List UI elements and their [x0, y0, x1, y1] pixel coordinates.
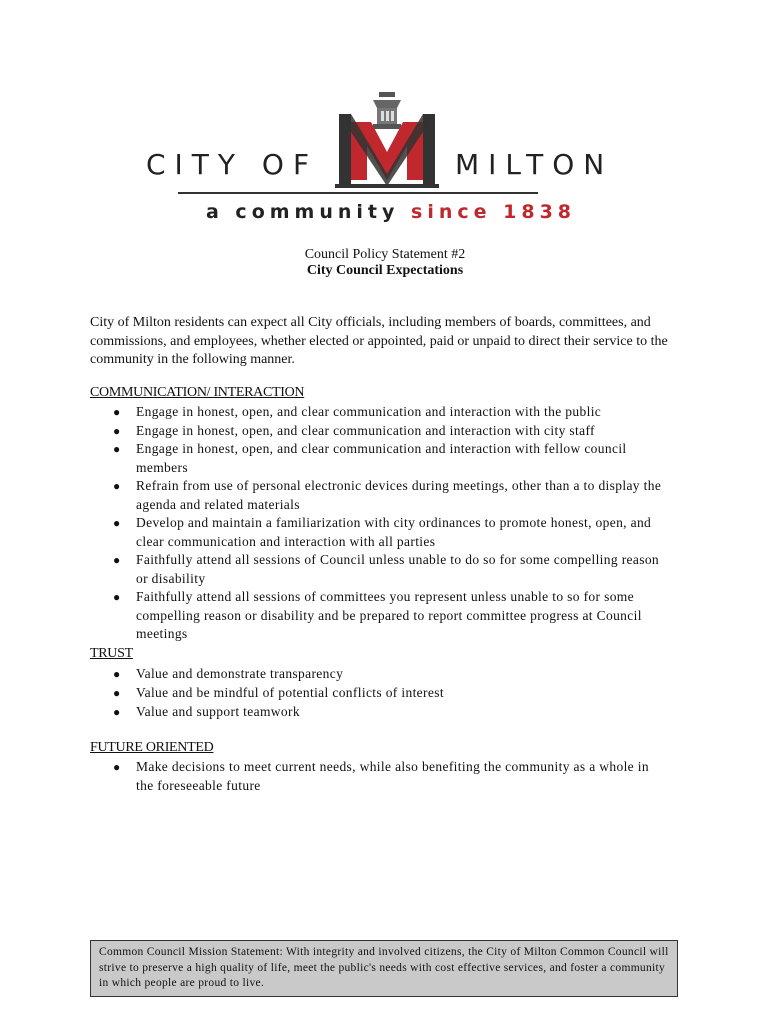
list-item-text: Value and support teamwork	[136, 704, 300, 719]
bullet-icon: ●	[113, 423, 121, 438]
list-item	[108, 422, 668, 441]
bullet-icon: ●	[113, 442, 121, 456]
section-communication	[90, 385, 662, 641]
list-item-text: Value and demonstrate transparency	[136, 666, 344, 681]
milton-m-emblem-icon	[335, 88, 439, 192]
bullet-icon: ●	[113, 760, 121, 774]
list-item	[108, 403, 668, 422]
section-heading: FUTURE ORIENTED	[90, 740, 214, 755]
list-item-text: Make decisions to meet current needs, while also benefiting the community as a whole in the foreseeable future	[136, 759, 649, 793]
bullet-icon: ●	[113, 705, 121, 719]
section-heading: COMMUNICATION/ INTERACTION	[90, 385, 305, 400]
bullet-icon: ●	[113, 516, 121, 530]
section-item-list	[108, 758, 668, 795]
bullet-icon: ●	[113, 553, 121, 567]
bullet-icon: ●	[113, 405, 121, 419]
section-item-list	[108, 665, 668, 722]
logo-city-of-text: CITY OF	[146, 148, 319, 181]
list-item	[108, 758, 668, 795]
city-of-milton-logo	[140, 88, 640, 228]
list-item	[108, 514, 668, 551]
section-item-list	[108, 403, 668, 644]
logo-divider	[178, 192, 538, 194]
section-heading: TRUST	[90, 646, 133, 661]
list-item	[108, 551, 668, 588]
list-item	[108, 684, 668, 703]
section-trust	[90, 646, 444, 719]
logo-tagline-since: since 1838	[411, 201, 577, 223]
bullet-icon: ●	[113, 479, 121, 493]
list-item	[108, 665, 668, 684]
list-item-text: Faithfully attend all sessions of committees you represent unless unable to so for some compelling reason or disability and be prepared to report committee progress at Council meetings	[136, 589, 642, 641]
page-title: City Council Expectations	[306, 263, 464, 278]
list-item	[108, 588, 668, 644]
logo-tagline-community: a community	[206, 201, 400, 223]
section-future-oriented	[90, 740, 649, 793]
list-item-text: Develop and maintain a familiarization with city ordinances to promote honest, open, and clear communication and interaction with all parties	[136, 515, 652, 549]
list-item-text: Engage in honest, open, and clear communication and interaction with the public	[136, 404, 602, 419]
bullet-icon: ●	[113, 685, 121, 700]
policy-statement-number: Council Policy Statement #2	[304, 247, 466, 262]
list-item-text: Faithfully attend all sessions of Council unless unable to do so for some compelling reason or disability	[136, 552, 660, 586]
list-item	[108, 440, 668, 477]
list-item	[108, 477, 668, 514]
list-item-text: Engage in honest, open, and clear communication and interaction with fellow council members	[136, 441, 627, 475]
logo-milton-text: MILTON	[455, 148, 614, 181]
bullet-icon: ●	[113, 667, 121, 681]
list-item-text: Engage in honest, open, and clear communication and interaction with city staff	[136, 422, 595, 438]
mission-statement-box: Common Council Mission Statement: With integrity and involved citizens, the City of Milton Common Council will strive to preserve a high quality of life, meet the public's needs with cost effective services, and foster a community in which people are proud to live.	[90, 940, 678, 997]
intro-paragraph: City of Milton residents can expect all City officials, including members of boards, committees, and commissions, and employees, whether elected or appointed, paid or unpaid to direct their service to the community in the following manner.	[90, 315, 668, 367]
list-item	[108, 703, 668, 722]
list-item-text: Value and be mindful of potential conflicts of interest	[136, 684, 444, 700]
bullet-icon: ●	[113, 590, 121, 604]
logo-tagline	[206, 201, 576, 223]
list-item-text: Refrain from use of personal electronic devices during meetings, other than a to display the agenda and related materials	[136, 478, 662, 512]
